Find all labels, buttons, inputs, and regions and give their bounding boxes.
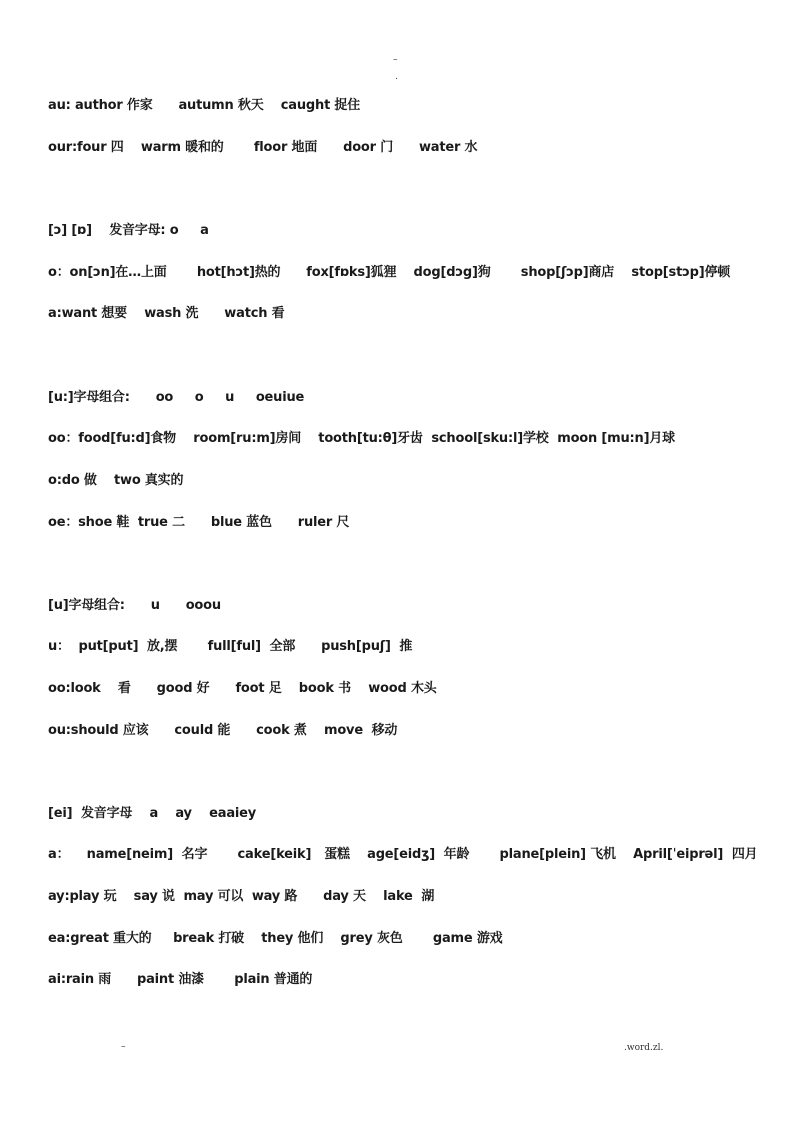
text-line-a-name: a： name[neim] 名字 cake[keik] 蛋糕 age[eidʒ] 年龄 plane[plein] 飞机 April[ˈeiprəl] 四月	[48, 847, 758, 862]
text-line-oe: oe：shoe 鞋 true 二 blue 蓝色 ruler 尺	[48, 515, 350, 530]
text-line-oo-long: oo：food[fu:d]食物 room[ru:m]房间 tooth[tu:θ]牙齿 school[sku:l]学校 moon [mu:n]月球	[48, 431, 675, 446]
text-line-oo-short: oo:look 看 good 好 foot 足 book 书 wood 木头	[48, 681, 437, 696]
text-line-o: o：on[ɔn]在…上面 hot[hɔt]热的 fox[fɒks]狐狸 dog[dɔg]狗 shop[ʃɔp]商店 stop[stɔp]停顿	[48, 265, 731, 280]
section-heading-ei: [ei] 发音字母 a ay eaaiey	[48, 806, 257, 821]
section-heading-u-long: [u:]字母组合: oo o u oeuiue	[48, 390, 305, 405]
text-line-au: au: author 作家 autumn 秋天 caught 捉住	[48, 98, 361, 113]
text-line-ay: ay:play 玩 say 说 may 可以 way 路 day 天 lake 湖	[48, 889, 435, 904]
section-heading-u-short: [u]字母组合: u ooou	[48, 598, 221, 613]
text-line-ea: ea:great 重大的 break 打破 they 他们 grey 灰色 game 游戏	[48, 931, 503, 946]
text-line-u-put: u： put[put] 放,摆 full[ful] 全部 push[puʃ] 推	[48, 639, 413, 654]
header-dot: .	[395, 72, 398, 82]
text-line-ai: ai:rain 雨 paint 油漆 plain 普通的	[48, 972, 313, 987]
footer-text: .word.zl.	[624, 1043, 664, 1053]
header-mark: –	[393, 55, 398, 65]
text-line-a-want: a:want 想要 wash 洗 watch 看	[48, 306, 285, 321]
section-heading-o: [ɔ] [ɒ] 发音字母: o a	[48, 223, 209, 238]
footer-mark: –	[121, 1042, 126, 1052]
text-line-ou: ou:should 应该 could 能 cook 煮 move 移动	[48, 723, 398, 738]
text-line-o-do: o:do 做 two 真实的	[48, 473, 184, 488]
text-line-our: our:four 四 warm 暖和的 floor 地面 door 门 water 水	[48, 140, 478, 155]
